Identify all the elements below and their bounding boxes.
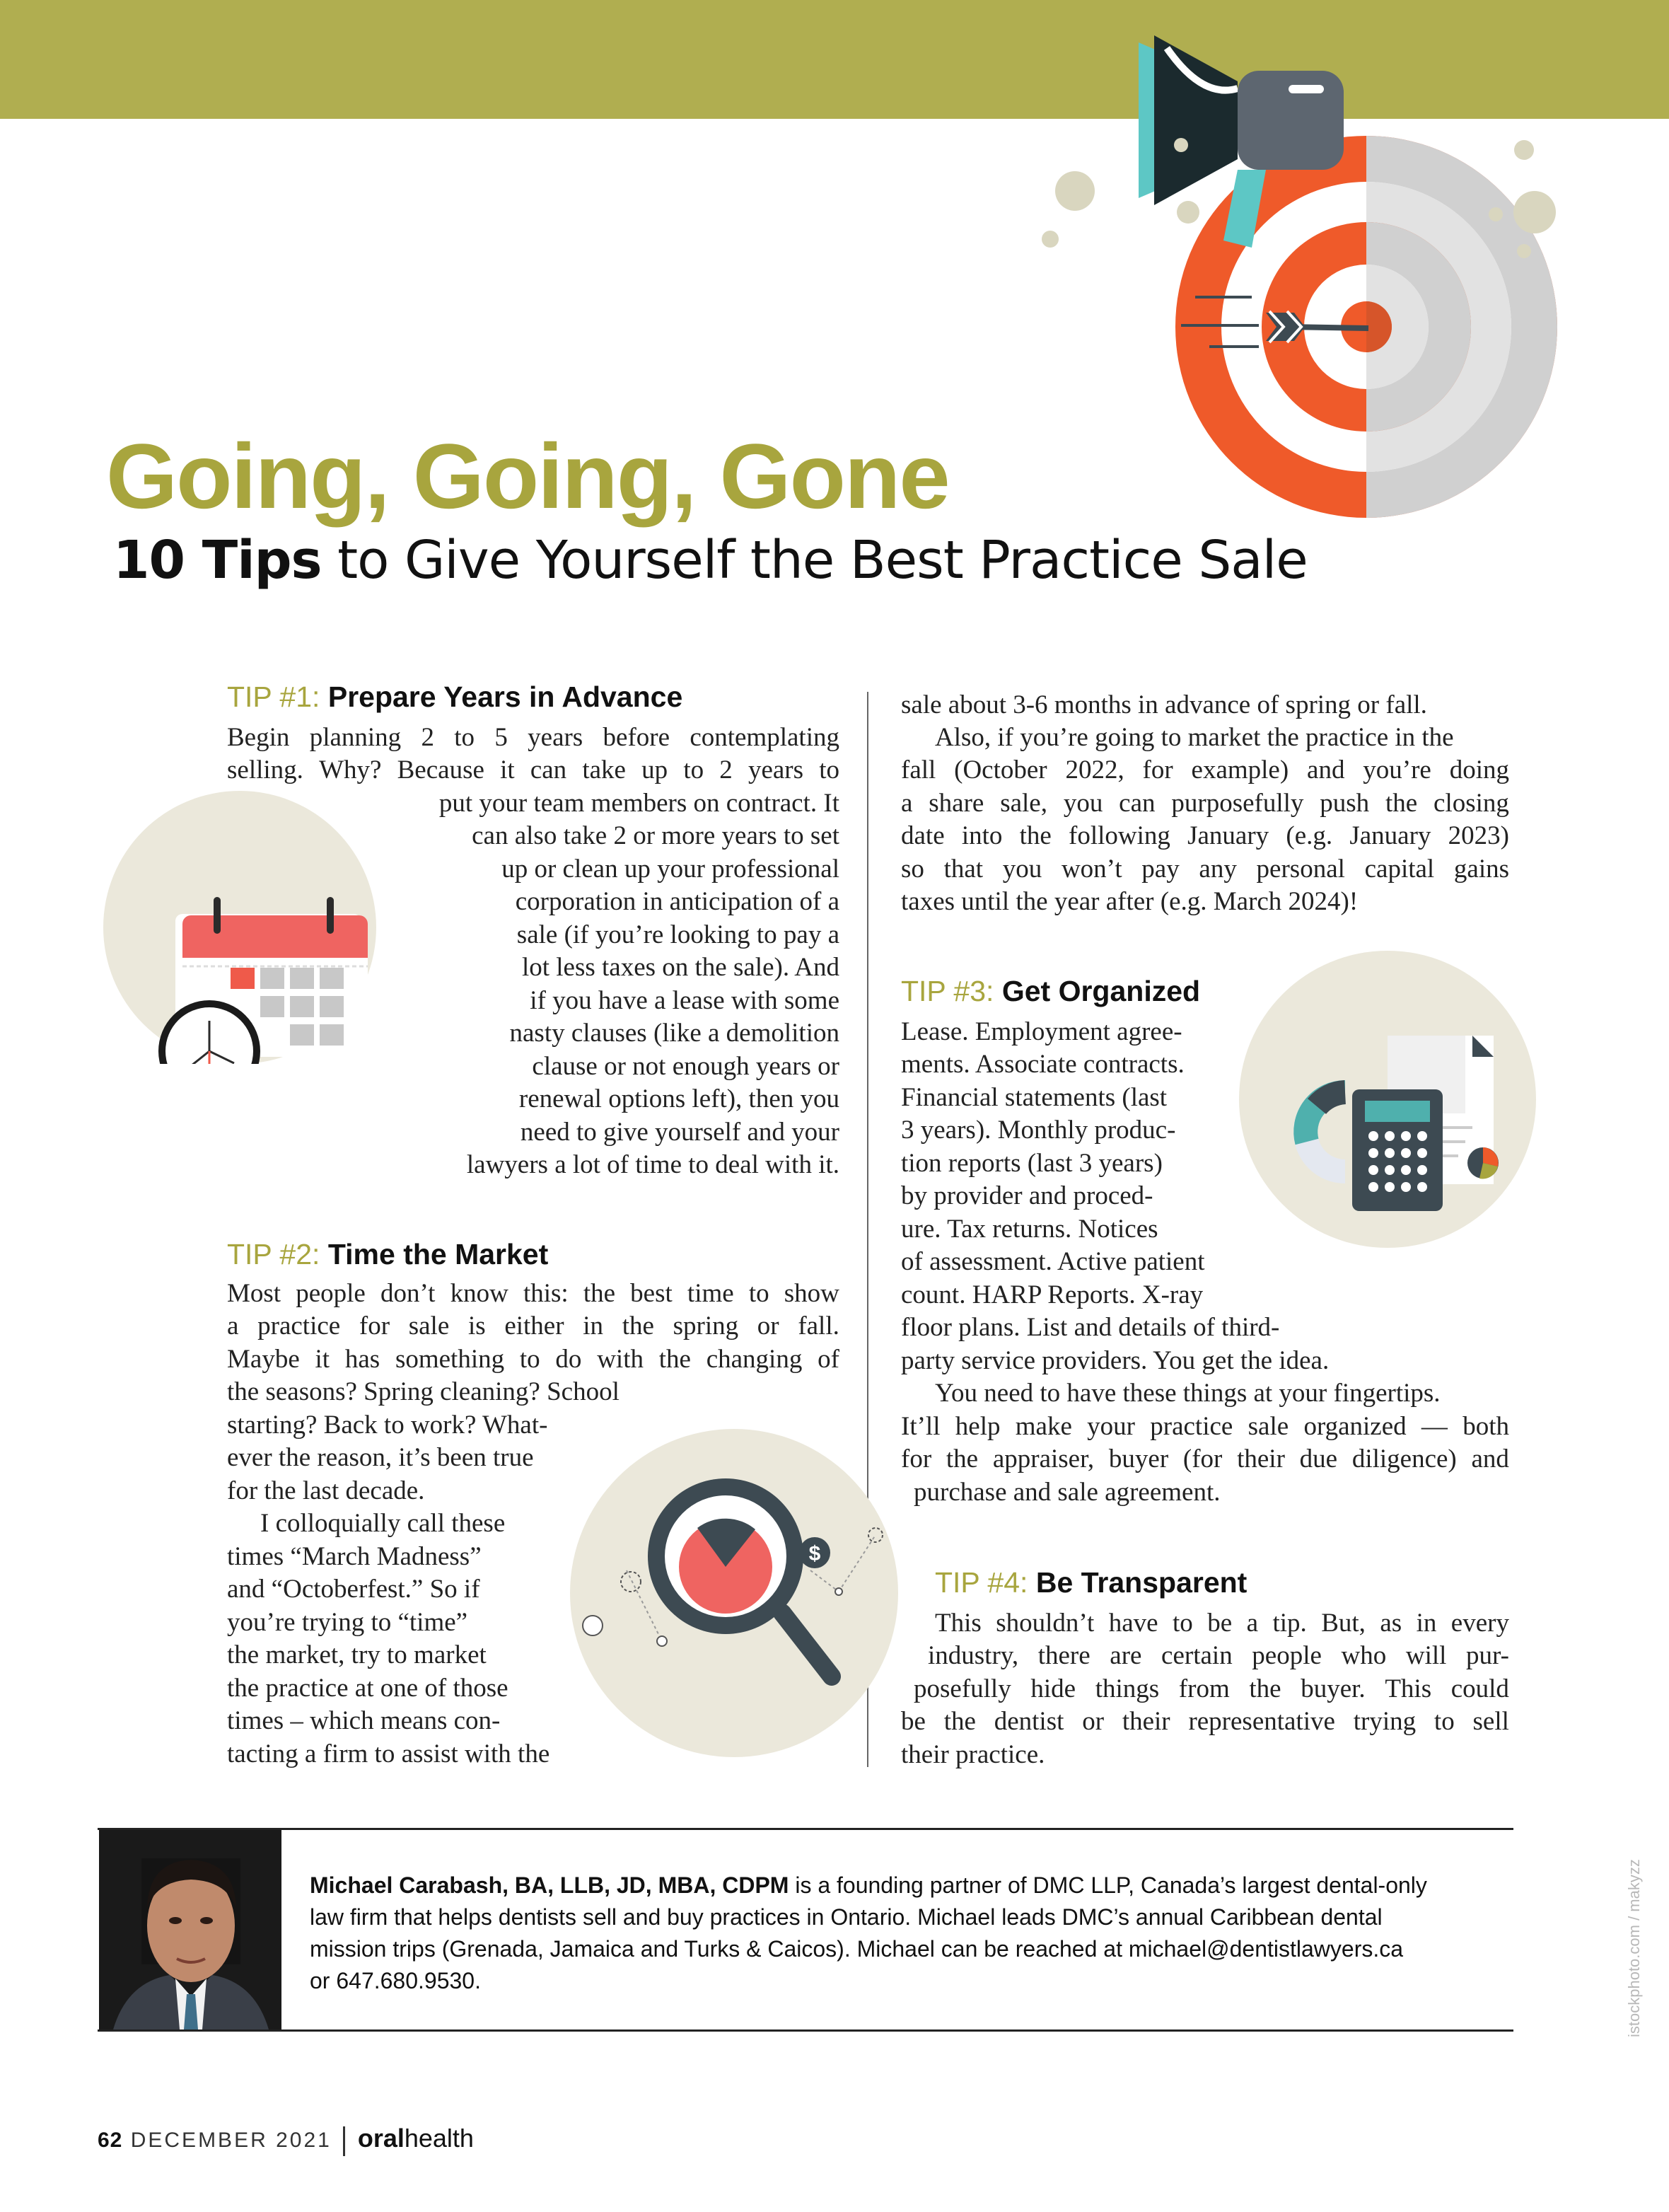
text-line: Maybe it has something to do with the changing of [227,1345,839,1374]
text-line: floor plans. List and details of third- [901,1313,1280,1342]
text-line: can also take 2 or more years to set [472,821,839,850]
text-line: their practice. [901,1740,1045,1769]
text-line: times “March Madness” [227,1542,482,1571]
text-line: starting? Back to work? What- [227,1411,548,1440]
author-bio [98,1828,1513,2032]
text-line: Financial statements (last [901,1083,1168,1112]
issue-date: DECEMBER 2021 [130,2129,332,2152]
text-line: Lease. Employment agree- [901,1017,1182,1046]
text-line: for the last decade. [227,1476,425,1505]
magazine-logo-rest: health [404,2124,474,2153]
tip1-name: Prepare Years in Advance [327,681,683,713]
tip1-number: TIP #1: [227,681,320,713]
text-line: You need to have these things at your fingertips. [935,1379,1441,1408]
text-line: fall (October 2022, for example) and you’re doing [901,755,1509,784]
text-line: if you have a lease with some [530,986,839,1015]
subtitle-rest: to Give Yourself the Best Practice Sale [321,530,1308,591]
text-line: ever the reason, it’s been true [227,1443,534,1472]
text-line: up or clean up your professional [501,855,839,884]
text-line: ure. Tax returns. Notices [901,1215,1158,1244]
text-line: tion reports (last 3 years) [901,1149,1163,1178]
page-footer [98,2124,474,2159]
text-line: so that you won’t pay any personal capital gains [901,855,1509,884]
page-subtitle [113,525,1308,596]
tip3-name: Get Organized [1001,975,1201,1007]
text-line: put your team members on contract. It [438,789,839,818]
text-line: the seasons? Spring cleaning? School [227,1377,620,1406]
tip2-name: Time the Market [327,1238,549,1270]
tip4-number: TIP #4: [935,1566,1028,1599]
tip4-heading [935,1565,1247,1600]
author-photo [99,1830,281,2029]
tip4-name: Be Transparent [1035,1566,1248,1599]
magazine-logo-bold: oral [357,2124,405,2153]
text-line: nasty clauses (like a demolition [509,1019,839,1048]
tip2-heading [227,1237,548,1272]
text-line: the market, try to market [227,1640,487,1669]
bio-text [310,1870,1498,1997]
text-line: party service providers. You get the idea. [901,1346,1330,1375]
text-line: corporation in anticipation of a [515,887,839,916]
text-line: I colloquially call these [260,1509,506,1538]
text-line: sale (if you’re looking to pay a [516,920,839,949]
text-line: taxes until the year after (e.g. March 2024)! [901,887,1359,916]
tip1-heading [227,679,682,714]
text-line: industry, there are certain people who will pur- [928,1641,1509,1670]
bio-line2: law firm that helps dentists sell and buy practices in Ontario. Michael leads DMC’s annual Caribbean dental [310,1904,1383,1930]
subtitle-bold: 10 Tips [113,530,322,591]
text-line: you’re trying to “time” [227,1608,468,1637]
svg-text:$: $ [808,1542,821,1565]
text-line: a share sale, you can purposefully push the closing [901,789,1509,818]
photo-credit: istockphoto.com / makyzz [1625,1859,1643,2037]
tip2-number: TIP #2: [227,1238,320,1270]
text-line: and “Octoberfest.” So if [227,1575,480,1604]
text-line: be the dentist or their representative trying to sell [901,1707,1509,1736]
text-line: ments. Associate contracts. [901,1050,1185,1079]
text-line: the practice at one of those [227,1674,508,1703]
tip3-heading [901,973,1200,1009]
text-line: date into the following January (e.g. January 2023) [901,821,1509,850]
bio-line4: or 647.680.9530. [310,1968,481,1993]
page-number: 62 [98,2129,123,2152]
magnifier-chart-icon [570,1429,917,1757]
text-line: times – which means con- [227,1706,501,1735]
text-line: a practice for sale is either in the spring or fall. [227,1311,839,1340]
text-line: of assessment. Active patient [901,1247,1205,1276]
tip3-number: TIP #3: [901,975,994,1007]
target-megaphone-illustration [976,14,1584,523]
page-title: Going, Going, Gone [106,424,949,528]
text-line: posefully hide things from the buyer. This could [914,1674,1509,1703]
text-line: This shouldn’t have to be a tip. But, as in every [935,1609,1509,1638]
text-line: count. HARP Reports. X-ray [901,1280,1204,1309]
text-line: Begin planning 2 to 5 years before contemplating [227,723,839,752]
text-line: Most people don’t know this: the best time to show [227,1279,839,1308]
calculator-icon [1239,951,1536,1248]
text-line: by provider and proced- [901,1181,1153,1210]
text-line: sale about 3-6 months in advance of spring or fall. [901,690,1427,719]
bio-line1: is a founding partner of DMC LLP, Canada’s largest dental-only [789,1872,1427,1898]
text-line: tacting a firm to assist with the [227,1739,550,1768]
bio-line [310,1870,1498,1901]
text-line: Also, if you’re going to market the practice in the [935,723,1454,752]
text-line: selling. Why? Because it can take up to 2 years to [227,755,839,784]
text-line: renewal options left), then you [518,1084,839,1113]
text-line: lot less taxes on the sale). And [521,953,839,982]
text-line: clause or not enough years or [532,1052,839,1081]
footer-divider [343,2126,345,2156]
bio-line3: mission trips (Grenada, Jamaica and Turks & Caicos). Michael can be reached at michael@dentistlawyers.ca [310,1936,1404,1962]
text-line: need to give yourself and your [520,1118,839,1147]
author-name: Michael Carabash, BA, LLB, JD, MBA, CDPM [310,1872,789,1898]
text-line: lawyers a lot of time to deal with it. [466,1150,839,1179]
text-line: 3 years). Monthly produc- [901,1116,1176,1145]
text-line: purchase and sale agreement. [914,1478,1221,1507]
text-line: for the appraiser, buyer (for their due diligence) and [901,1444,1509,1473]
text-line: It’ll help make your practice sale organized — both [901,1412,1509,1441]
